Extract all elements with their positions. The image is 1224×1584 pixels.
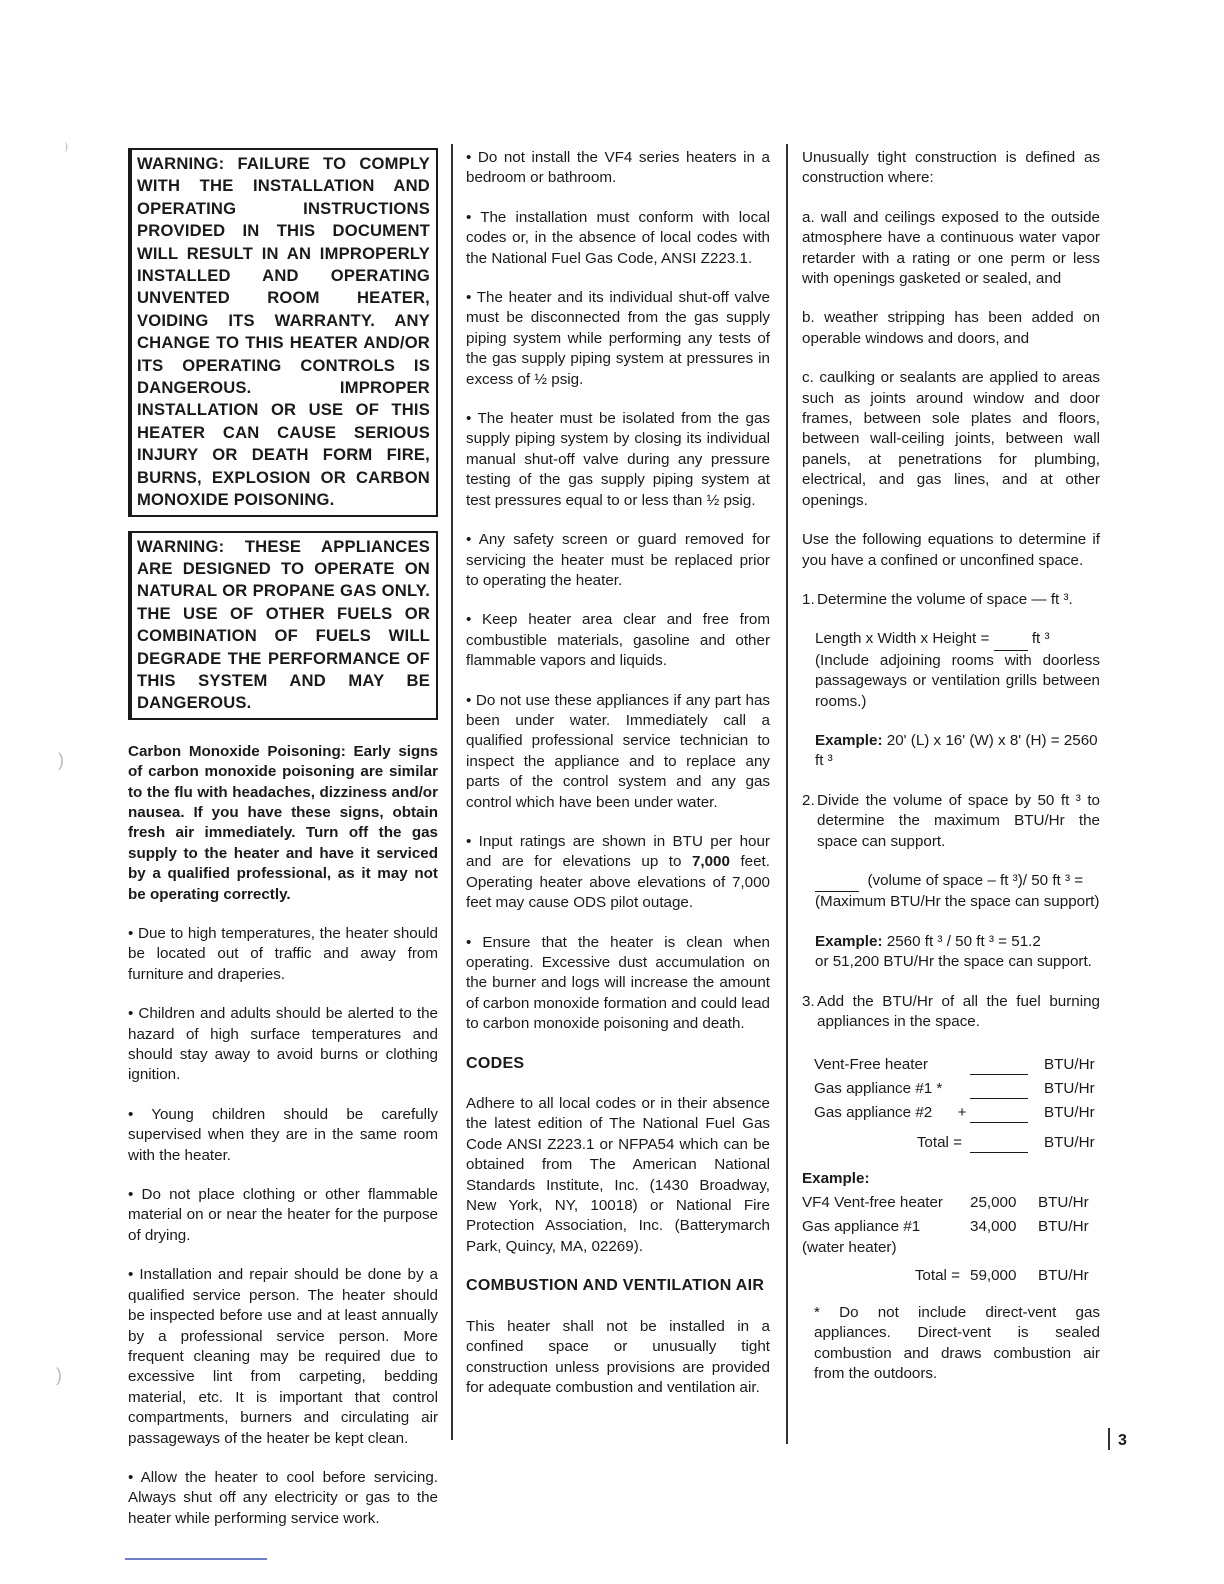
total-unit: BTU/Hr xyxy=(1044,1134,1095,1151)
example-text: 2560 ft ³ / 50 ft ³ = 51.2 xyxy=(882,932,1041,950)
example-label: Example: xyxy=(815,932,883,950)
step-2 xyxy=(802,791,1100,852)
table-row xyxy=(814,1099,1095,1123)
division-formula xyxy=(802,871,1100,913)
volume-formula xyxy=(802,629,1100,712)
input-elevation-value: 7,000 xyxy=(691,853,730,871)
bullet-item: • Keep heater area clear and free from combustible materials, gasoline and other flammable vapors and liquids. xyxy=(466,611,770,670)
table-row-total xyxy=(814,1123,1095,1153)
bullet-item: • Allow the heater to cool before servicing. Always shut off any electricity or gas to the heater while performing service work. xyxy=(128,1468,438,1527)
total-label: Total = xyxy=(914,1267,960,1285)
lwh-label: Length x Width x Height = xyxy=(815,630,990,648)
example-label: Example: xyxy=(815,731,883,749)
equations-intro: Use the following equations to determine if you have a confined or unconfined space. xyxy=(802,531,1100,569)
bullet-item: • The installation must conform with local codes or, in the absence of local codes with the National Fuel Gas Code, ANSI Z223.1. xyxy=(466,208,770,267)
row-label: Gas appliance #2 xyxy=(814,1104,933,1121)
row-unit: BTU/Hr xyxy=(1044,1104,1095,1121)
lwh-line xyxy=(815,629,1100,650)
row-label: Vent-Free heater xyxy=(814,1056,928,1073)
bullet-item: • Do not use these appliances if any part has been under water. Immediately call a qualified professional service technician to inspect the appliance and to replace any parts of the control system and any gas control which have been under water. xyxy=(466,691,770,811)
scan-mark: ⁾ xyxy=(64,140,69,160)
bullet-item: • Do not install the VF4 series heaters in a bedroom or bathroom. xyxy=(466,149,770,187)
bullet-item: • Do not place clothing or other flammable material on or near the heater for the purpose of drying. xyxy=(128,1186,438,1244)
column-middle xyxy=(466,148,770,1417)
table-row xyxy=(814,1075,1095,1099)
bullet-item: • Ensure that the heater is clean when operating. Excessive dust accumulation on the burner and logs will increase the amount of carbon monoxide formation and could lead to carbon monoxide poisoning and death. xyxy=(466,933,770,1033)
total-value: 59,000 xyxy=(970,1267,1017,1285)
row-sign xyxy=(954,1075,970,1099)
lwh-unit: ft ³ xyxy=(1031,630,1050,648)
column-rule xyxy=(451,144,453,1440)
column-rule xyxy=(786,144,788,1444)
column-left xyxy=(128,148,438,1548)
bullet-item: • Any safety screen or guard removed for servicing the heater must be replaced prior to operating the heater. xyxy=(466,531,770,589)
example-table xyxy=(802,1190,1089,1287)
step-number: 3. xyxy=(802,992,815,1010)
row-label: VF4 Vent-free heater xyxy=(802,1194,943,1212)
bullet-item-input-ratings xyxy=(466,832,770,914)
example-3 xyxy=(802,1169,1100,1189)
table-row xyxy=(802,1190,1089,1214)
bullet-item: • Young children should be carefully supervised when they are in the same room with the heater. xyxy=(128,1105,438,1164)
table-row-total xyxy=(802,1259,1089,1287)
row-value: 34,000 xyxy=(970,1218,1017,1236)
btu-worksheet xyxy=(814,1051,1095,1153)
bullet-item: • Due to high temperatures, the heater should be located out of traffic and away from furniture and draperies. xyxy=(128,925,438,983)
row-sign xyxy=(954,1051,970,1075)
step-number: 2. xyxy=(802,791,815,809)
step-number: 1. xyxy=(802,590,815,608)
table-row xyxy=(802,1238,1089,1259)
step-3 xyxy=(802,992,1100,1033)
total-unit: BTU/Hr xyxy=(1038,1267,1089,1285)
blank-cell xyxy=(970,1051,1044,1075)
bullet-item: • The heater must be isolated from the gas supply piping system by closing its individual manual shut-off valve during any pressure testing of the gas supply piping system at test pressures equal to or less than ½ psig. xyxy=(466,410,770,509)
codes-text: Adhere to all local codes or in their absence the latest edition of The National Fuel Gas Code ANSI Z223.1 or NFPA54 which can be obtained from The American National Standards Institute, Inc. (1430 Broadway, New York, NY, 10018) or National Fire Protection Association, Inc. (Batterymarch Park, Quincy, MA, 02269). xyxy=(466,1095,770,1255)
lwh-note: (Include adjoining rooms with doorless passageways or ventilation grills between rooms.) xyxy=(815,651,1100,710)
page-number: 3 xyxy=(1118,1432,1127,1449)
blank-cell xyxy=(970,1099,1044,1123)
row-sign: + xyxy=(957,1104,967,1121)
bullet-item: • The heater and its individual shut-off valve must be disconnected from the gas supply piping system while performing any tests of the gas supply piping system at pressures in excess of ½ psig. xyxy=(466,289,770,388)
blank-line xyxy=(970,1132,1028,1153)
example-label: Example: xyxy=(802,1170,870,1188)
blank-line xyxy=(994,629,1028,650)
row-unit: BTU/Hr xyxy=(1044,1080,1095,1097)
warning-box-fuel: WARNING: THESE APPLIANCES ARE DESIGNED TO OPERATE ON NATURAL OR PROPANE GAS ONLY. THE USE OF OTHER FUELS OR COMBINATION OF FUELS WILL DEGRADE THE PERFORMANCE OF THIS SYSTEM AND MAY BE DANGEROUS. xyxy=(128,531,438,720)
step-text: Divide the volume of space by 50 ft ³ to determine the maximum BTU/Hr the space can support. xyxy=(817,791,1100,850)
step-1 xyxy=(802,590,1100,610)
table-row xyxy=(802,1214,1089,1238)
combustion-heading: COMBUSTION AND VENTILATION AIR xyxy=(466,1277,765,1295)
example-text: 20' (L) x 16' (W) x 8' (H) = 2560 ft ³ xyxy=(815,731,1098,770)
co-poisoning-note: Carbon Monoxide Poisoning: Early signs of carbon monoxide poisoning are similar to the flu with headaches, dizziness and/or nausea. If you have these signs, obtain fresh air immediately. Turn off the gas supply to the heater and have it serviced by a qualified professional, as it may not be operating correctly. xyxy=(128,742,438,903)
row-note: (water heater) xyxy=(802,1239,897,1257)
combustion-text: This heater shall not be installed in a confined space or unusually tight construction unless provisions are provided for adequate combustion and ventilation air. xyxy=(466,1317,770,1396)
bullet-item: • Installation and repair should be done by a qualified service person. The heater should be inspected before use and at least annually by a professional service person. More frequent cleaning may be required due to excessive lint from carpeting, bedding material, etc. It is important that control compartments, burners and circulating air passageways of the heater be kept clean. xyxy=(128,1266,438,1447)
blank-cell xyxy=(970,1075,1044,1099)
row-label: Gas appliance #1 * xyxy=(814,1080,943,1097)
division-text: (volume of space – ft ³)/ 50 ft ³ = xyxy=(867,871,1084,889)
tight-construction-intro: Unusually tight construction is defined as construction where: xyxy=(802,149,1100,187)
row-unit: BTU/Hr xyxy=(1038,1194,1089,1212)
condition-a: a. wall and ceilings exposed to the outside atmosphere have a continuous water vapor retarder with a rating or one perm or less with openings gasketed or sealed, and xyxy=(802,208,1100,288)
warning-box-compliance: WARNING: FAILURE TO COMPLY WITH THE INSTALLATION AND OPERATING INSTRUCTIONS PROVIDED IN THIS DOCUMENT WILL RESULT IN AN IMPROPERLY INSTALLED AND OPERATING UNVENTED ROOM HEATER, VOIDING ITS WARRANTY. ANY CHANGE TO THIS HEATER AND/OR ITS OPERATING CONTROLS IS DANGEROUS. IMPROPER INSTALLATION OR USE OF THIS HEATER CAN CAUSE SERIOUS INJURY OR DEATH FORM FIRE, BURNS, EXPLOSION OR CARBON MONOXIDE POISONING. xyxy=(128,148,438,517)
input-text-post: feet. Operating heater above elevations of 7,000 feet may cause ODS pilot outage. xyxy=(466,853,770,912)
column-rule xyxy=(1108,1428,1110,1450)
scan-mark: ) xyxy=(58,750,64,770)
example-2 xyxy=(802,932,1100,973)
scan-mark: ) xyxy=(56,1365,62,1385)
blank-line xyxy=(970,1102,1028,1123)
column-right xyxy=(802,148,1100,1403)
table-row xyxy=(814,1051,1095,1075)
row-value: 25,000 xyxy=(970,1194,1017,1212)
row-unit: BTU/Hr xyxy=(1044,1056,1095,1073)
blank-line xyxy=(815,871,859,892)
example-1 xyxy=(802,731,1100,772)
codes-heading: CODES xyxy=(466,1054,525,1072)
bottom-link-line xyxy=(125,1558,267,1560)
step-text: Add the BTU/Hr of all the fuel burning appliances in the space. xyxy=(817,992,1100,1030)
blank-cell xyxy=(970,1123,1044,1153)
footnote: * Do not include direct-vent gas appliances. Direct-vent is sealed combustion and draws combustion air from the outdoors. xyxy=(814,1303,1100,1383)
step-text: Determine the volume of space — ft ³. xyxy=(817,590,1073,608)
blank-line xyxy=(970,1054,1028,1075)
condition-b: b. weather stripping has been added on operable windows and doors, and xyxy=(802,309,1100,347)
row-unit: BTU/Hr xyxy=(1038,1218,1089,1236)
bullet-item: • Children and adults should be alerted to the hazard of high surface temperatures and should stay away to avoid burns or clothing ignition. xyxy=(128,1005,438,1084)
example-text: or 51,200 BTU/Hr the space can support. xyxy=(815,953,1092,971)
row-label: Gas appliance #1 xyxy=(802,1218,921,1236)
condition-c: c. caulking or sealants are applied to areas such as joints around window and door frames, between sole plates and floors, between wall-ceiling joints, between wall panels, at penetrations for plumbing, electrical, and gas lines, and at other openings. xyxy=(802,369,1100,509)
division-note: (Maximum BTU/Hr the space can support) xyxy=(815,893,1100,911)
input-text-pre: • Input ratings are shown in BTU per hour and are for elevations up to xyxy=(466,832,770,871)
division-line xyxy=(815,871,1100,892)
total-label: Total = xyxy=(916,1134,962,1151)
blank-line xyxy=(970,1078,1028,1099)
